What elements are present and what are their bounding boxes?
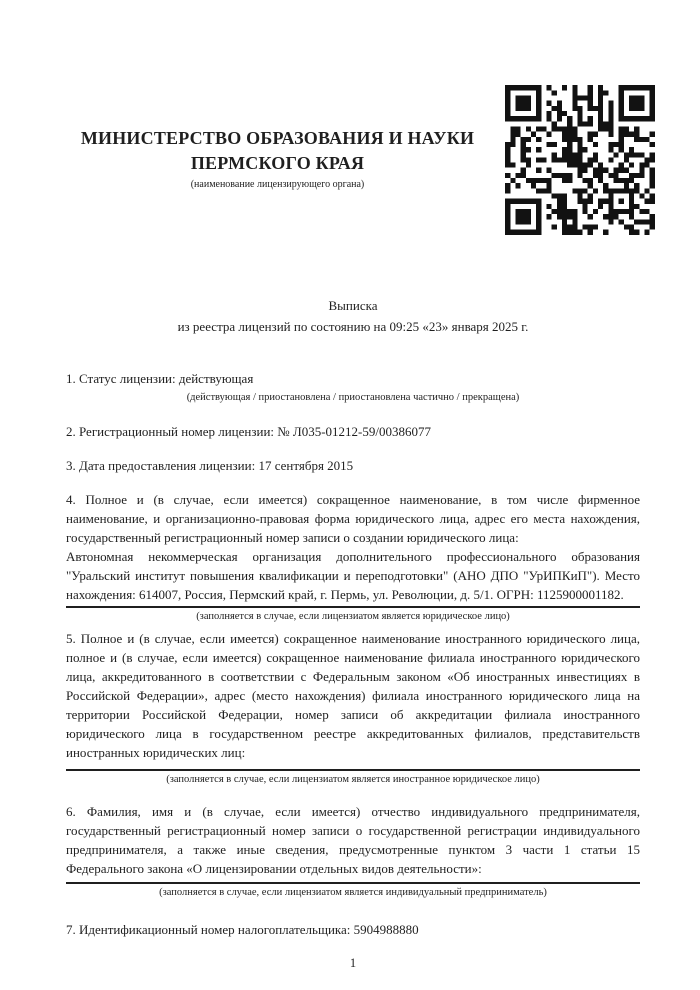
qr-code-icon [500,80,660,240]
item-legal-entity [66,490,640,624]
item-taxpayer-number: 7. Идентификационный номер налогоплательщика: 5904988880 [66,922,419,937]
item-registration-number: 2. Регистрационный номер лицензии: № Л035-01212-59/00386077 [66,424,432,439]
document-title-line1: Выписка [328,298,378,313]
individual-caption: (заполняется в случае, если лицензиатом является индивидуальный предприниматель) [159,887,547,898]
ministry-name-line1: МИНИСТЕРСТВО ОБРАЗОВАНИЯ И НАУКИ [80,128,475,148]
foreign-entity-caption: (заполняется в случае, если лицензиатом является иностранное юридическое лицо) [166,774,540,785]
legal-entity-caption: (заполняется в случае, если лицензиатом является юридическое лицо) [196,611,510,622]
item-license-status [66,369,640,405]
legal-entity-label: 4. Полное и (в случае, если имеется) сокращенное наименование, в том числе фирменное наименование, и организационно-правовая форма юридического лица, адрес его места нахождения, государственный регистрационный номер записи о создании юридического лица: [66,492,640,545]
item-grant-date: 3. Дата предоставления лицензии: 17 сентября 2015 [66,458,354,473]
document-title [66,295,640,337]
foreign-entity-field-line [66,769,640,771]
licensing-authority-block [70,126,485,190]
item-individual-entrepreneur [66,802,640,900]
individual-label: 6. Фамилия, имя и (в случае, если имеется) отчество индивидуального предпринимателя, государственный регистрационный номер записи о государственной регистрации индивидуального предпринимателя, а также иные сведения, предусмотренные пунктом 3 части 1 статьи 15 Федерального закона «О лицензировании отдельных видов деятельности»: [66,804,640,876]
license-status-caption: (действующая / приостановлена / приостановлена частично / прекращена) [186,392,520,403]
legal-entity-value: Автономная некоммерческая организация дополнительного профессионального образования "Уральский институт повышения квалификации и переподготовки" (АНО ДПО "УрИПКиП"). Место нахождения: 614007, Россия, Пермский край, г. Пермь, ул. Революции, д. 5/1. ОГРН: 1125900001182. [66,549,640,602]
license-status-text: 1. Статус лицензии: действующая [66,371,254,386]
page-number: 1 [349,956,357,970]
legal-entity-field-line [66,606,640,608]
document-title-line2: из реестра лицензий по состоянию на 09:25 «23» января 2025 г. [177,319,529,334]
foreign-entity-label: 5. Полное и (в случае, если имеется) сокращенное наименование иностранного юридического лица, полное и (в случае, если имеется) сокращенное наименование филиала иностранного юридического лица, аккредитованного в соответствии с Федеральным законом «Об иностранных инвестициях в Российской Федерации», адрес (место нахождения) филиала иностранного юридического лица на территории Российской Федерации, номер записи об аккредитации филиала иностранного юридического лица в государственном реестре аккредитованных филиалов, представительств иностранных юридических лиц: [66,631,640,760]
item-foreign-entity [66,629,640,787]
individual-field-line [66,882,640,884]
ministry-name-line2: ПЕРМСКОГО КРАЯ [190,153,365,173]
document-body [0,295,700,971]
licensing-authority-caption: (наименование лицензирующего органа) [190,179,365,190]
document-header [0,0,700,295]
